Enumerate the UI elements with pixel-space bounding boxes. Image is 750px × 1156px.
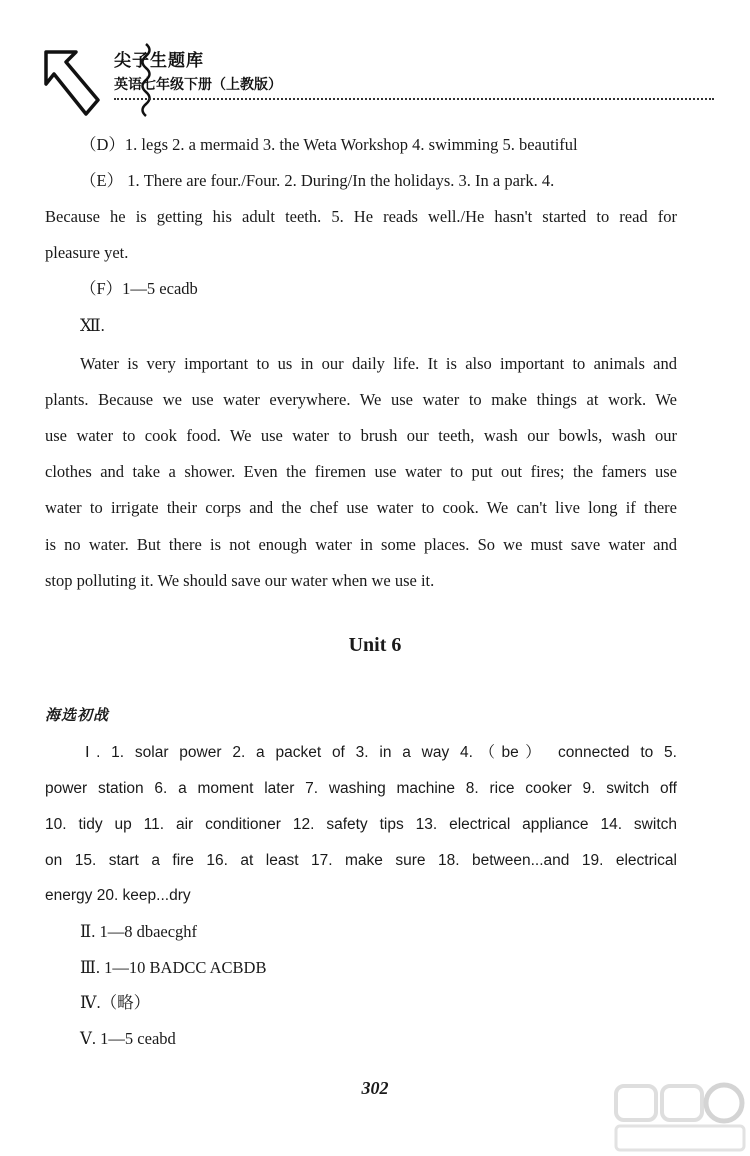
answer-i-line: 10. tidy up 11. air conditioner 12. safety tips 13. electrical appliance 14. switch bbox=[45, 816, 677, 833]
essay-line: water to irrigate their corps and the chef use water to cook. We can't live long if there bbox=[45, 498, 677, 517]
section-xii-heading: Ⅻ. bbox=[80, 316, 105, 335]
essay-line: plants. Because we use water everywhere. We use water to make things at work. We bbox=[45, 390, 677, 409]
section-label: 海选初战 bbox=[45, 706, 110, 724]
answer-d: （D）1. legs 2. a mermaid 3. the Weta Workshop 4. swimming 5. beautiful bbox=[80, 135, 578, 154]
watermark-logo-icon bbox=[612, 1082, 748, 1154]
answer-iii: Ⅲ. 1—10 BADCC ACBDB bbox=[80, 958, 267, 977]
unit-title: Unit 6 bbox=[348, 634, 402, 656]
essay-line: clothes and take a shower. Even the firemen use water to put out fires; the famers use bbox=[45, 462, 677, 481]
arrow-logo-icon bbox=[42, 48, 102, 120]
answer-i-line: on 15. start a fire 16. at least 17. make sure 18. between...and 19. electrical bbox=[45, 852, 677, 869]
answer-i-line: power station 6. a moment later 7. washing machine 8. rice cooker 9. switch off bbox=[45, 780, 677, 797]
answer-e-line-1: （E） 1. There are four./Four. 2. During/In the holidays. 3. In a park. 4. bbox=[80, 171, 555, 190]
page-number: 302 bbox=[361, 1078, 389, 1098]
answer-v: Ⅴ. 1—5 ceabd bbox=[80, 1029, 176, 1048]
essay-line: use water to cook food. We use water to brush our teeth, wash our bowls, wash our bbox=[45, 426, 677, 445]
answer-i-line: Ⅰ. 1. solar power 2. a packet of 3. in a way 4.（be） connected to 5. bbox=[85, 744, 677, 761]
answer-iv: Ⅳ.（略） bbox=[80, 993, 151, 1012]
book-subtitle: 英语七年级下册（上教版） bbox=[114, 77, 282, 93]
essay-line: is no water. But there is not enough water in some places. So we must save water and bbox=[45, 535, 677, 554]
answer-f: （F）1—5 ecadb bbox=[80, 279, 198, 298]
answer-i-line: energy 20. keep...dry bbox=[45, 887, 191, 904]
header-divider bbox=[114, 98, 714, 100]
answer-e-line-3: pleasure yet. bbox=[45, 243, 129, 262]
series-title: 尖子生题库 bbox=[114, 51, 204, 71]
essay-line: stop polluting it. We should save our water when we use it. bbox=[45, 571, 435, 590]
page-header bbox=[42, 42, 682, 122]
essay-line: Water is very important to us in our daily life. It is also important to animals and bbox=[80, 354, 677, 373]
answer-ii: Ⅱ. 1—8 dbaecghf bbox=[80, 922, 198, 941]
answer-e-line-2: Because he is getting his adult teeth. 5. He reads well./He hasn't started to read for bbox=[45, 207, 677, 226]
